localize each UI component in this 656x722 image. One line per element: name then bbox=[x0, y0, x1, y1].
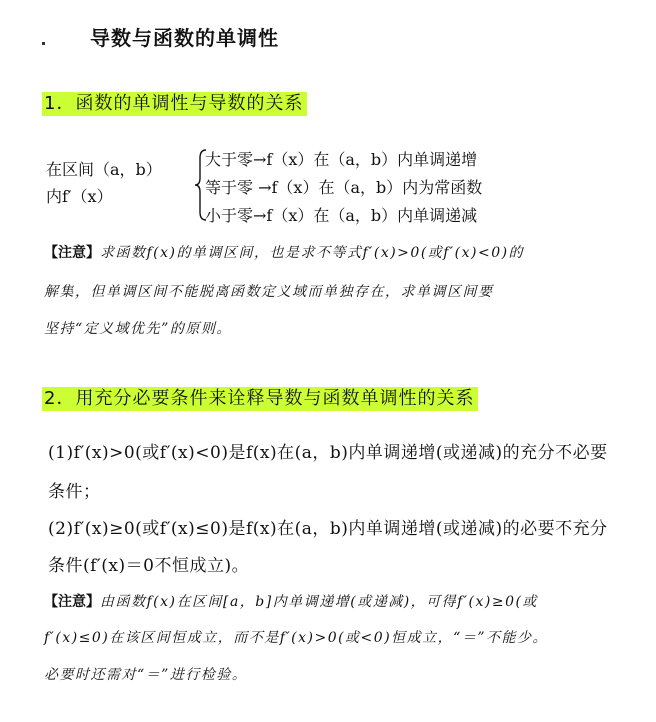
section2-heading-wrap bbox=[42, 384, 478, 410]
case-decreasing: 小于零→f（x）在（a，b）内单调递减 bbox=[205, 206, 478, 225]
section2-heading: 2．用充分必要条件来诠释导数与函数单调性的关系 bbox=[42, 387, 478, 411]
section2-line1: (1)f′(x)>0(或f′(x)<0)是f(x)在(a，b)内单调递增(或递减)的充分不必要 bbox=[48, 443, 608, 463]
condition-line2: 内f′（x） bbox=[46, 187, 113, 206]
case-increasing: 大于零→f（x）在（a，b）内单调递增 bbox=[205, 150, 478, 169]
section2-line3: (2)f′(x)≥0(或f′(x)≤0)是f(x)在(a，b)内单调递增(或递减)的必要不充分 bbox=[48, 519, 608, 539]
section2-line2: 条件； bbox=[48, 482, 101, 502]
note1-line2: 解集，但单调区间不能脱离函数定义域而单独存在，求单调区间要 bbox=[44, 284, 494, 300]
condition-line1: 在区间（a，b） bbox=[46, 160, 162, 179]
case-constant: 等于零 →f（x）在（a，b）内为常函数 bbox=[205, 178, 483, 197]
section1-heading: 1．函数的单调性与导数的关系 bbox=[42, 92, 307, 116]
note2-tag: 【注意】 bbox=[44, 594, 100, 610]
note2-line2: f′(x)≤0)在该区间恒成立，而不是f′(x)>0(或<0)恒成立，“＝”不能少。 bbox=[44, 630, 548, 646]
note2-line3: 必要时还需对“＝”进行检验。 bbox=[44, 667, 248, 683]
note1-line3: 坚持“定义域优先”的原则。 bbox=[44, 321, 232, 337]
page-title: 导数与函数的单调性 bbox=[90, 26, 279, 50]
note1-line1 bbox=[44, 242, 524, 262]
note1-tag: 【注意】 bbox=[44, 245, 100, 261]
note1-text1: 求函数f(x)的单调区间，也是求不等式f′(x)>0(或f′(x)<0)的 bbox=[100, 245, 525, 261]
title-bullet bbox=[42, 42, 45, 45]
section2-line4: 条件(f′(x)＝0不恒成立)。 bbox=[48, 556, 250, 576]
note2-line1 bbox=[44, 591, 538, 611]
section1-heading-wrap bbox=[42, 89, 307, 115]
note2-text1: 由函数f(x)在区间[a，b]内单调递增(或递减)，可得f′(x)≥0(或 bbox=[100, 594, 538, 610]
